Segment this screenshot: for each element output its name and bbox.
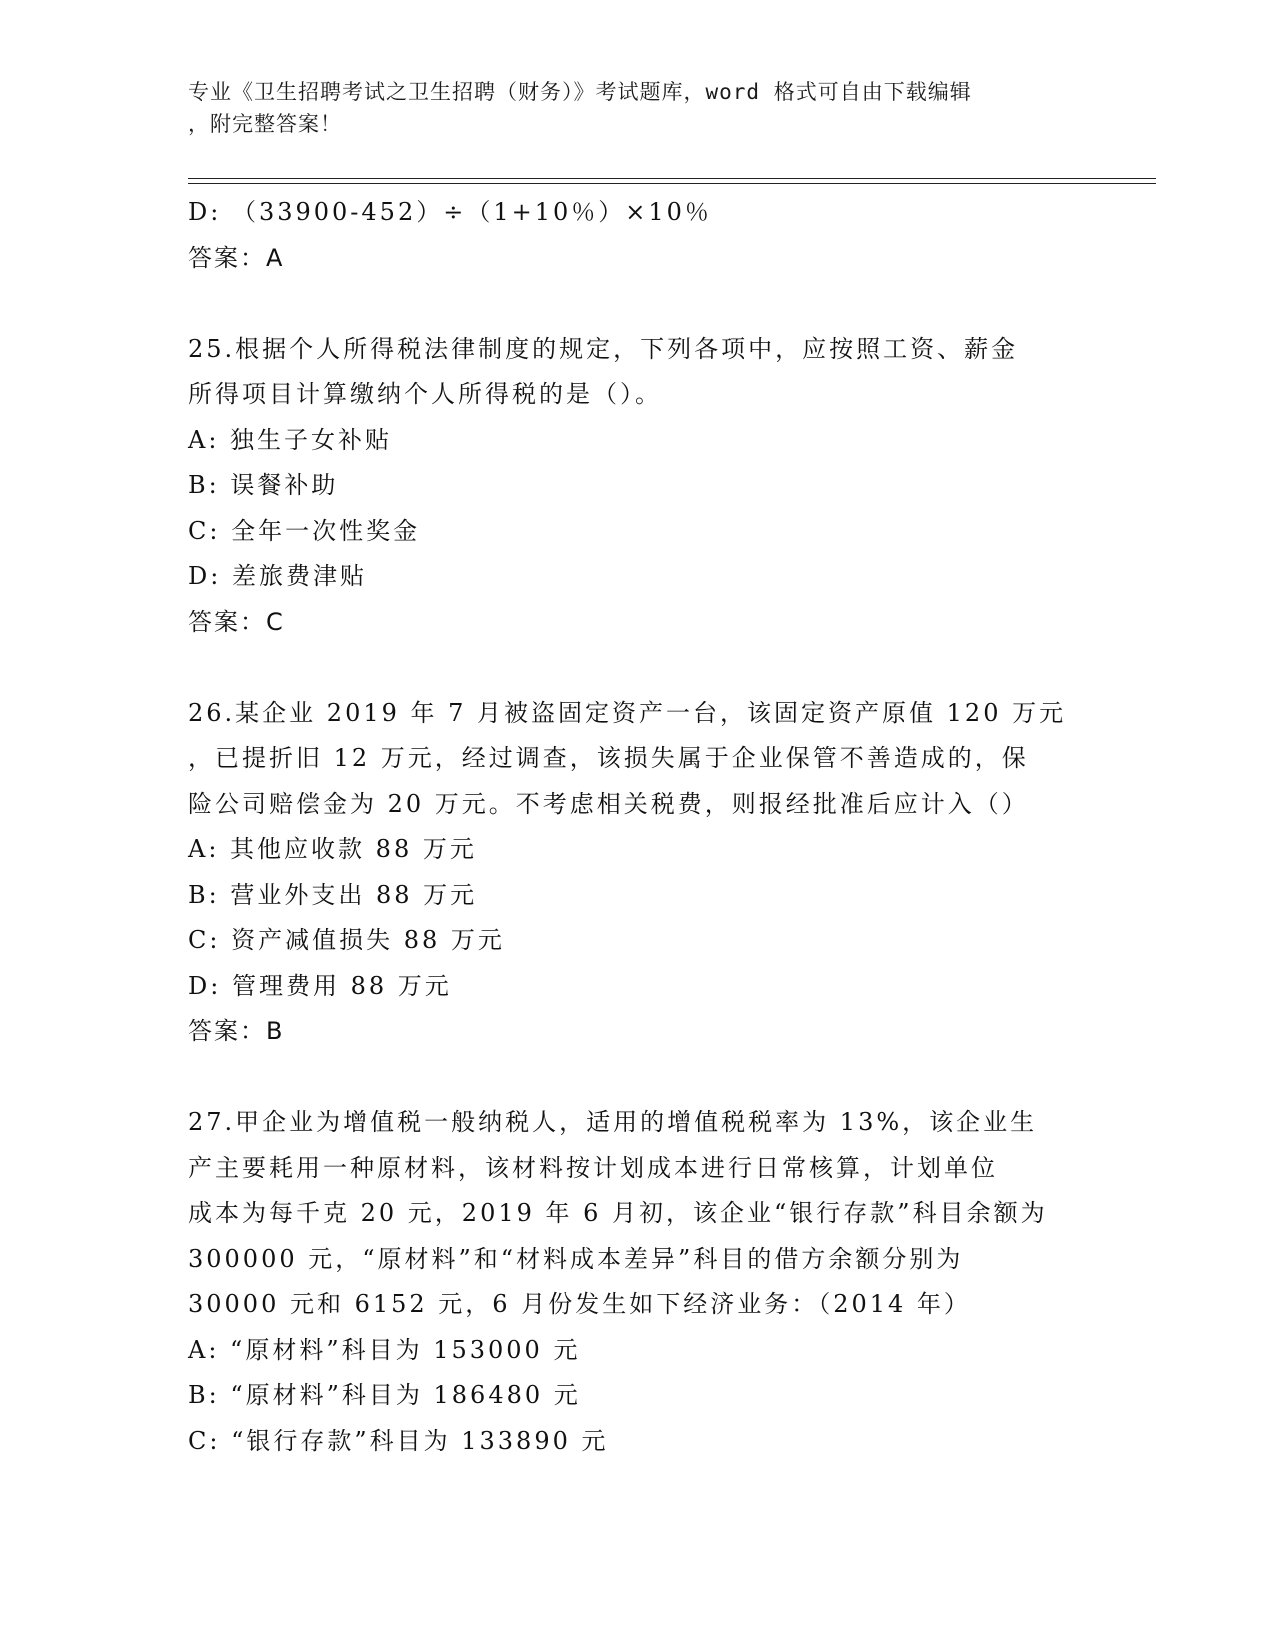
option-c: C: 全年一次性奖金 — [188, 516, 421, 545]
question-stem: 27.甲企业为增值税一般纳税人，适用的增值税税率为 13%，该企业生 — [188, 1108, 1038, 1136]
header-rule-top — [188, 178, 1156, 179]
document-header — [188, 76, 1088, 140]
option-a: A: 独生子女补贴 — [188, 425, 393, 454]
answer: 答案：C — [188, 607, 285, 636]
answer: 答案：A — [188, 243, 285, 272]
question-25 — [188, 327, 1088, 646]
option-a: A: “原材料”科目为 153000 元 — [188, 1335, 581, 1364]
question-stem: 25.根据个人所得税法律制度的规定，下列各项中，应按照工资、薪金 — [188, 334, 1019, 363]
question-stem: 300000 元，“原材料”和“材料成本差异”科目的借方余额分别为 — [188, 1244, 964, 1273]
option-c: C: “银行存款”科目为 133890 元 — [188, 1426, 609, 1455]
option-d: D: 管理费用 88 万元 — [188, 971, 452, 1000]
spacer — [188, 281, 1088, 327]
question-stem: 成本为每千克 20 元，2019 年 6 月初，该企业“银行存款”科目余额为 — [188, 1199, 1048, 1227]
header-line-1: 专业《卫生招聘考试之卫生招聘（财务）》考试题库，word 格式可自由下载编辑 — [188, 80, 972, 104]
question-stem: 30000 元和 6152 元，6 月份发生如下经济业务：（2014 年） — [188, 1290, 971, 1318]
option-d: D: 差旅费津贴 — [188, 562, 367, 590]
option-b: B: “原材料”科目为 186480 元 — [188, 1381, 581, 1409]
prev-question-tail — [188, 190, 1088, 281]
question-stem: 险公司赔偿金为 20 万元。不考虑相关税费，则报经批准后应计入（） — [188, 789, 1029, 818]
option-b: B: 误餐补助 — [188, 471, 339, 499]
question-stem: 产主要耗用一种原材料，该材料按计划成本进行日常核算，计划单位 — [188, 1153, 998, 1182]
header-rule-bottom — [188, 183, 1156, 184]
option-a: A: 其他应收款 88 万元 — [188, 835, 477, 863]
question-27 — [188, 1100, 1088, 1464]
answer: 答案：B — [188, 1017, 285, 1045]
question-26 — [188, 691, 1088, 1055]
question-stem: 所得项目计算缴纳个人所得税的是（）。 — [188, 380, 662, 408]
header-line-2: ，附完整答案！ — [188, 112, 342, 136]
question-stem: 26.某企业 2019 年 7 月被盗固定资产一台，该固定资产原值 120 万元 — [188, 698, 1067, 727]
question-stem: ，已提折旧 12 万元，经过调查，该损失属于企业保管不善造成的，保 — [188, 744, 1029, 772]
document-body — [188, 190, 1088, 1464]
option-c: C: 资产减值损失 88 万元 — [188, 926, 505, 954]
spacer — [188, 645, 1088, 691]
option-d: D: （33900-452）÷（1+10％）×10％ — [188, 198, 712, 226]
option-b: B: 营业外支出 88 万元 — [188, 880, 478, 909]
spacer — [188, 1055, 1088, 1101]
